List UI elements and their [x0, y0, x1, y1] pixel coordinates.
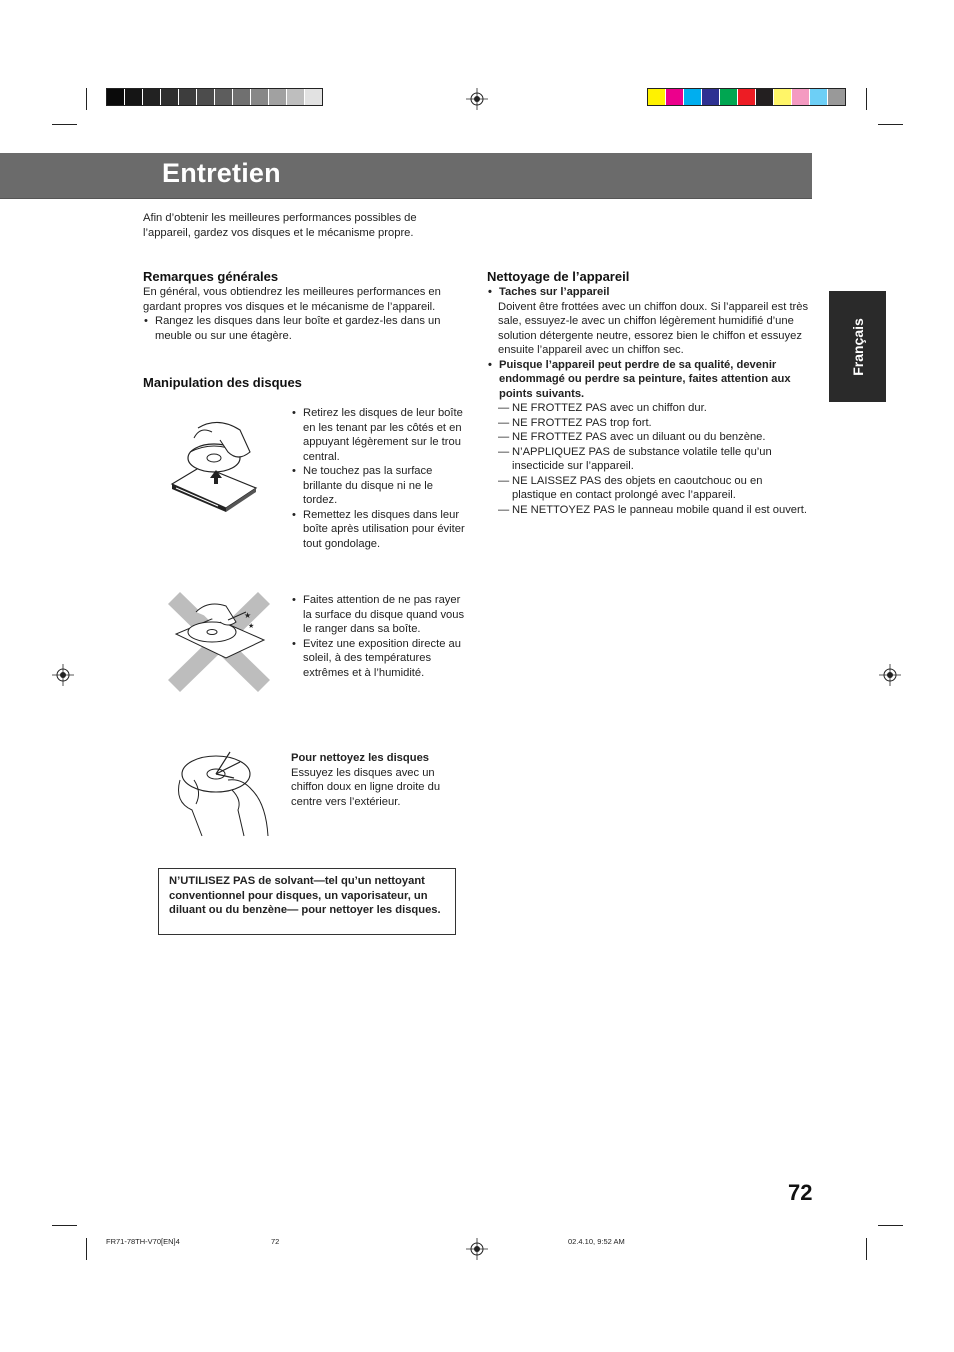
registration-mark-icon [879, 664, 901, 686]
crop-mark [86, 88, 87, 110]
registration-mark-icon [466, 1238, 488, 1260]
nettoyage-dash-item: — N’APPLIQUEZ PAS de substance volatile telle qu’un insecticide sur l’appareil. [498, 445, 809, 474]
manipulation-bullet: • Ne touchez pas la surface brillante du disque ni ne le tordez. [291, 464, 467, 508]
color-swatch [774, 89, 792, 105]
svg-text:★: ★ [248, 622, 255, 630]
nettoyage-bullet-title: • Taches sur l’appareil [487, 285, 809, 300]
color-swatch [810, 89, 828, 105]
nettoyage-dash-item: — NE FROTTEZ PAS avec un diluant ou du benzène. [498, 430, 809, 445]
crossed-disc-illustration [168, 592, 270, 692]
nettoyage-dash-item: — NE FROTTEZ PAS trop fort. [498, 416, 809, 431]
remarques-bullet: • Rangez les disques dans leur boîte et gardez-les dans un meuble ou sur une étagère. [143, 314, 465, 343]
color-swatch [233, 89, 251, 105]
footer-center: 72 [271, 1237, 280, 1246]
color-swatch [720, 89, 738, 105]
nettoyage-dash-list [487, 401, 809, 517]
solvent-warning-text: N’UTILISEZ PAS de solvant—tel qu’un nettoyant conventionnel pour disques, un vaporisateur, un diluant ou du benzène— pour nettoyer les disques. [169, 875, 441, 916]
nettoyage-bullet-title: • Puisque l’appareil peut perdre de sa qualité, devenir endommagé ou perdre sa peinture, faites attention aux points suivants. [487, 358, 809, 402]
nettoyage-dash-item: — NE NETTOYEZ PAS le panneau mobile quand il est ouvert. [498, 503, 809, 518]
crop-mark [86, 1238, 87, 1260]
color-swatch [666, 89, 684, 105]
crop-mark [52, 124, 77, 125]
color-swatch [684, 89, 702, 105]
page-number: 72 [788, 1180, 813, 1205]
language-tab-label: Français [849, 317, 866, 376]
color-bar [647, 88, 846, 106]
disc-case-illustration [168, 412, 260, 512]
color-swatch [197, 89, 215, 105]
color-swatch [828, 89, 845, 105]
remarques-heading: Remarques générales [143, 269, 279, 284]
color-swatch [125, 89, 143, 105]
nettoyage-dash-item: — NE FROTTEZ PAS avec un chiffon dur. [498, 401, 809, 416]
remarques-section [143, 285, 465, 343]
color-swatch [702, 89, 720, 105]
manipulation-heading: Manipulation des disques [143, 375, 302, 390]
language-tab [829, 291, 886, 402]
crop-mark [866, 1238, 867, 1260]
color-swatch [738, 89, 756, 105]
clean-discs-text: Essuyez les disques avec un chiffon doux en ligne droite du centre vers l’extérieur. [291, 766, 441, 808]
color-swatch [251, 89, 269, 105]
intro-text: Afin d’obtenir les meilleures performances possibles de l’appareil, gardez vos disques et le mécanisme propre. [143, 212, 417, 239]
crop-mark [52, 1225, 77, 1226]
nettoyage-heading: Nettoyage de l’appareil [487, 269, 630, 284]
solvent-warning-box [158, 868, 456, 935]
clean-discs-title: Pour nettoyez les disques [291, 752, 430, 764]
color-swatch [648, 89, 666, 105]
color-swatch [305, 89, 322, 105]
clean-discs-block [291, 751, 461, 809]
manipulation-bullet: • Retirez les disques de leur boîte en les tenant par les côtés et en appuyant légèrement sur le trou central. [291, 406, 467, 464]
manipulation-group1 [291, 406, 467, 551]
manipulation-bullet: • Evitez une exposition directe au soleil, à des températures extrêmes et à l’humidité. [291, 637, 467, 681]
color-swatch [179, 89, 197, 105]
title-band [0, 153, 812, 199]
manipulation-group2 [291, 593, 467, 680]
crop-mark [878, 124, 903, 125]
nettoyage-bullet-text: Doivent être frottées avec un chiffon doux. Si l’appareil est très sale, essuyez-le avec un chiffon légèrement humidifié d’une solution détergente neutre, essorez bien le chiffon et essuyez ensuite l’appareil avec un chiffon sec. [498, 300, 809, 356]
color-swatch [161, 89, 179, 105]
nettoyage-section [487, 285, 809, 517]
color-swatch [792, 89, 810, 105]
cleaning-disc-illustration [172, 750, 272, 838]
manipulation-bullet: • Faites attention de ne pas rayer la surface du disque quand vous le ranger dans sa boîte. [291, 593, 467, 637]
footer-left: FR71-78TH-V70[EN]4 [106, 1237, 180, 1246]
page-title: Entretien [162, 158, 281, 188]
color-swatch [215, 89, 233, 105]
color-swatch [756, 89, 774, 105]
crop-mark [878, 1225, 903, 1226]
grayscale-bar [106, 88, 323, 106]
footer-right: 02.4.10, 9:52 AM [568, 1237, 625, 1246]
svg-text:★: ★ [244, 611, 252, 620]
remarques-text: En général, vous obtiendrez les meilleures performances en gardant propres vos disques et le mécanisme de l’appareil. [143, 286, 441, 313]
nettoyage-dash-item: — NE LAISSEZ PAS des objets en caoutchouc ou en plastique en contact prolongé avec l’appareil. [498, 474, 809, 503]
color-swatch [269, 89, 287, 105]
crop-mark [866, 88, 867, 110]
registration-mark-icon [466, 88, 488, 110]
manipulation-bullet: • Remettez les disques dans leur boîte après utilisation pour éviter tout gondolage. [291, 508, 467, 552]
registration-mark-icon [52, 664, 74, 686]
color-swatch [287, 89, 305, 105]
color-swatch [143, 89, 161, 105]
color-swatch [107, 89, 125, 105]
